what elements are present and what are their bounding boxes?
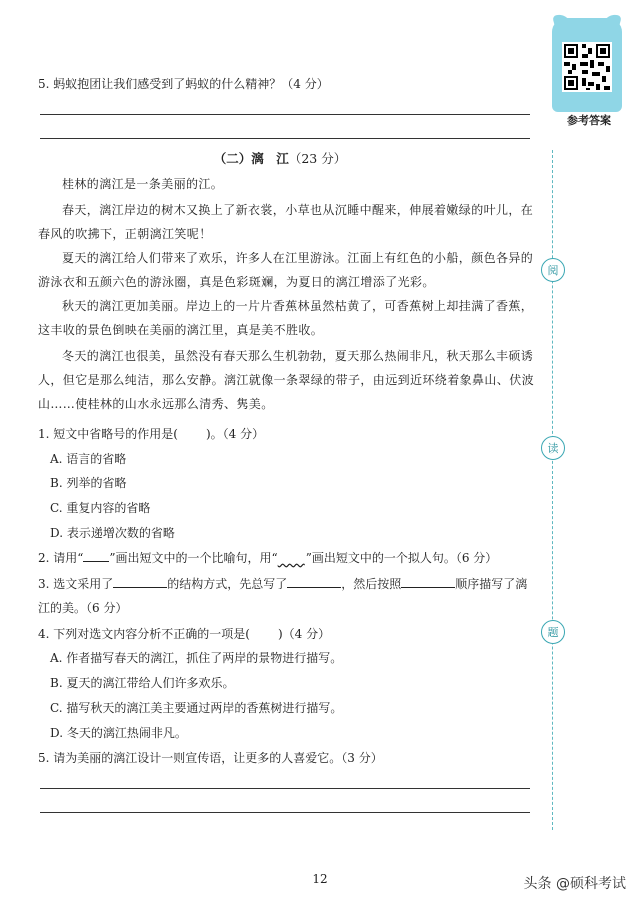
option-b[interactable]: B. 列举的省略 [50,476,127,490]
blank-order[interactable] [401,575,455,588]
question-2 [38,550,497,566]
option-c[interactable]: C. 重复内容的省略 [50,501,151,515]
q2-text: ”画出短文中的一个拟人句。（6 分） [305,551,498,565]
blank-structure[interactable] [113,575,167,588]
question-1 [38,426,264,442]
passage-paragraph: 桂林的漓江是一条美丽的江。 [62,177,224,191]
question-3 [38,575,527,592]
q2-text: ”画出短文中的一个比喻句，用“ [109,551,278,565]
answer-qr-mascot[interactable] [552,14,622,114]
option-a[interactable]: A. 语言的省略 [50,452,127,466]
answer-line [40,114,530,115]
passage-paragraph: 夏天的漓江给人们带来了欢乐，许多人在江里游泳。江面上有红色的小船，颜色各异的游泳衣和五颜六色的游泳圈，真是色彩斑斓，为夏日的漓江增添了光彩。 [38,251,534,289]
q4-points: )（4 分） [277,627,331,641]
q3-text: 顺序描写了漓 [455,577,528,591]
section-title [0,149,560,167]
passage-paragraph: 秋天的漓江更加美丽。岸边上的一片片香蕉林虽然枯黄了，可香蕉树上却挂满了香蕉，这丰收的景色倒映在美丽的漓江里，真是美不胜收。 [38,299,534,337]
sidebar-divider [552,150,553,830]
q2-text: 2. 请用“ [38,551,84,565]
q1-stem: 1. 短文中省略号的作用是( [38,427,178,441]
option-d[interactable]: D. 表示递增次数的省略 [50,526,175,540]
question-3-cont: 江的美。（6 分） [38,601,128,615]
q3-text: 的结构方式，先总写了 [167,577,288,591]
passage-paragraph: 冬天的漓江也很美，虽然没有春天那么生机勃勃，夏天那么热闹非凡，秋天那么丰硕诱人，但它是那么纯洁，那么安静。漓江就像一条翠绿的带子，由远到近环绕着象鼻山、伏波山……使桂林的山水永远那么清秀、隽美。 [38,349,535,411]
side-badge: 读 [541,436,565,460]
q4-stem: 4. 下列对选文内容分析不正确的一项是( [38,627,250,641]
q3-text: 3. 选文采用了 [38,577,114,591]
passage-paragraph: 春天，漓江岸边的树木又换上了新衣裳，小草也从沉睡中醒来，伸展着嫩绿的叶儿，在春风的吹拂下，正朝漓江笑呢！ [38,203,534,241]
answer-line[interactable] [40,788,530,789]
side-badge: 题 [541,620,565,644]
section-title-text: （二）漓 江 [213,151,289,166]
question-5: 5. 请为美丽的漓江设计一则宣传语，让更多的人喜爱它。（3 分） [38,751,383,765]
qr-label: 参考答案 [567,114,611,127]
option-c[interactable]: C. 描写秋天的漓江美主要通过两岸的香蕉树进行描写。 [50,701,343,715]
side-badge: 阅 [541,258,565,282]
watermark: 头条 @硕科考试 [523,876,626,892]
wavy-underline-mark [278,550,306,566]
option-d[interactable]: D. 冬天的漓江热闹非凡。 [50,726,187,740]
page-number: 12 [312,872,328,886]
question-5-prev: 5. 蚂蚁抱团让我们感受到了蚂蚁的什么精神？（4 分） [38,77,329,91]
option-a[interactable]: A. 作者描写春天的漓江，抓住了两岸的景物进行描写。 [50,651,343,665]
blank-summary[interactable] [287,575,341,588]
q3-text: ，然后按照 [341,577,402,591]
question-4 [38,626,330,642]
option-b[interactable]: B. 夏天的漓江带给人们许多欢乐。 [50,676,235,690]
section-points: （23 分） [288,151,347,166]
qr-code-icon[interactable] [562,42,612,92]
answer-line [40,138,530,139]
straight-underline-mark [83,551,109,562]
q1-points: )。（4 分） [205,427,265,441]
answer-line[interactable] [40,812,530,813]
